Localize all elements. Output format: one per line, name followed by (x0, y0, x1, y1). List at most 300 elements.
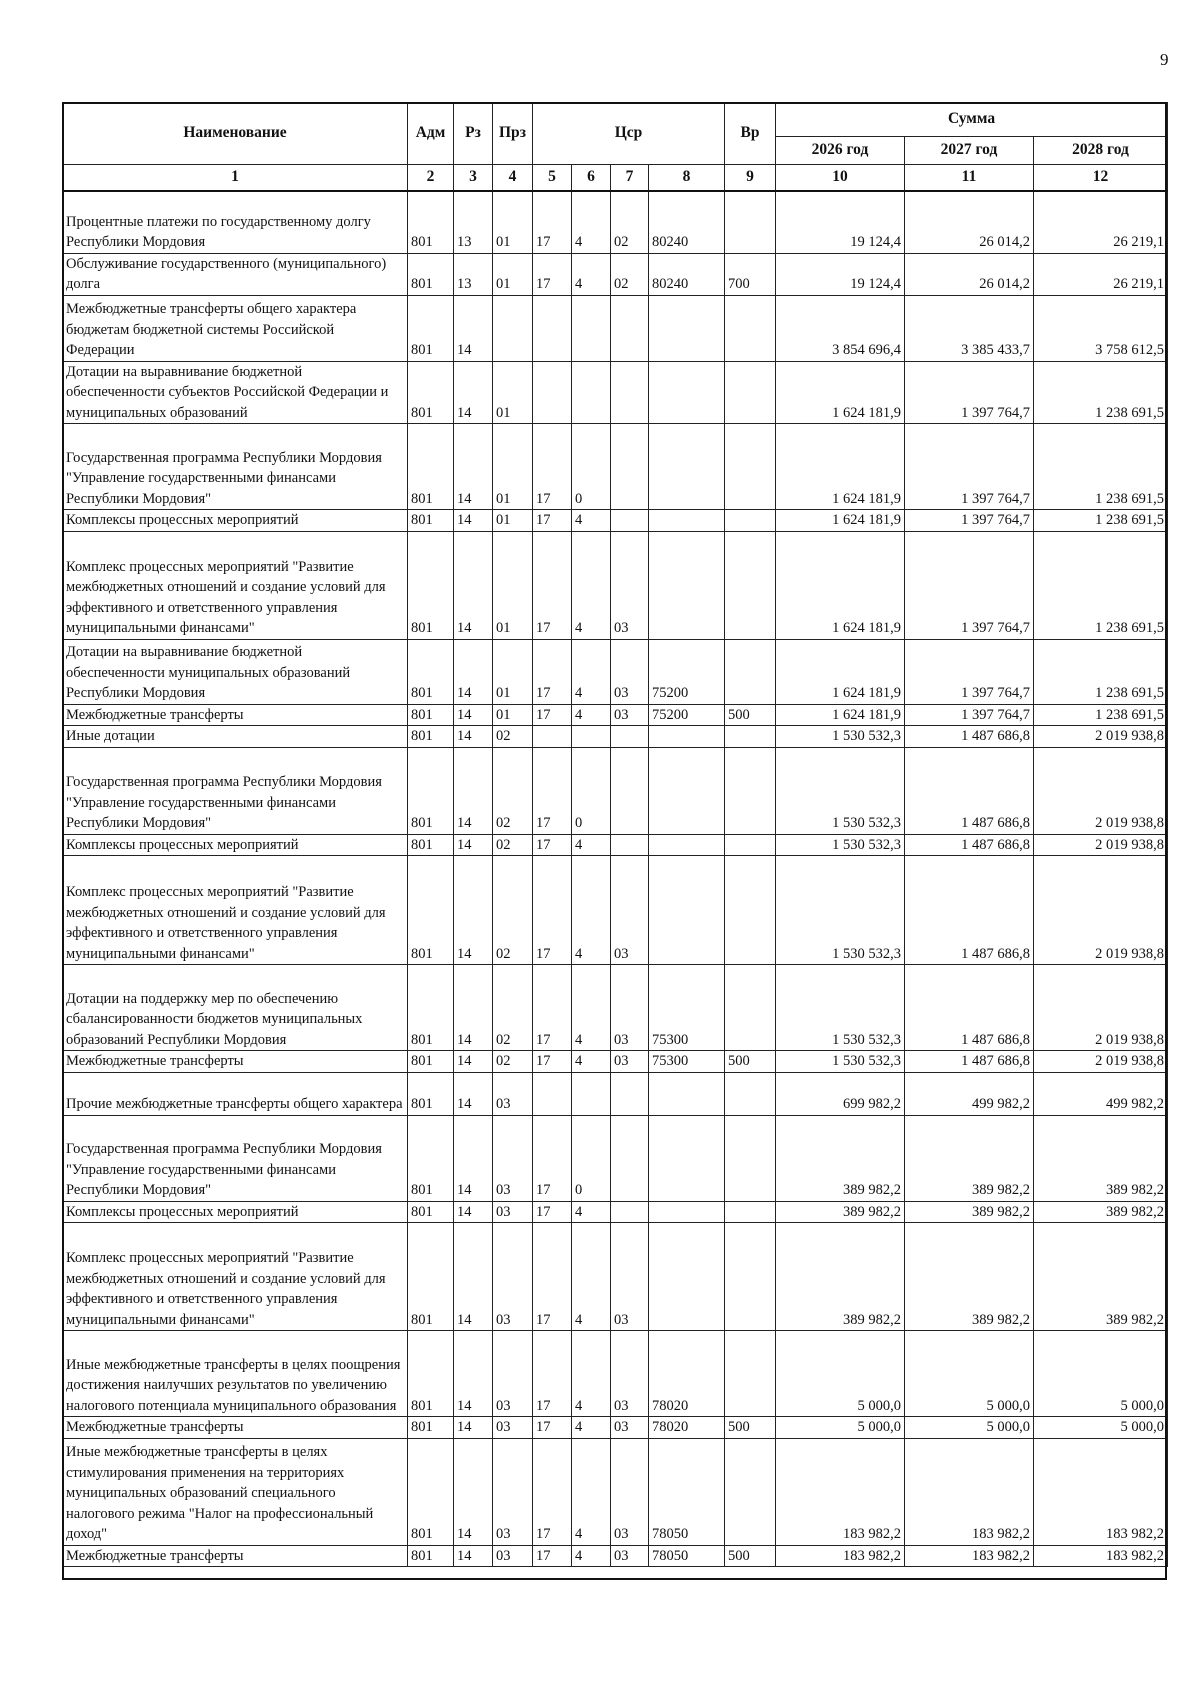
row-sum-2027: 1 487 686,8 (905, 856, 1034, 965)
column-number: 3 (454, 165, 493, 192)
row-sum-2028: 1 238 691,5 (1034, 510, 1168, 532)
table-row (63, 295, 1168, 361)
row-sum-2027: 1 487 686,8 (905, 965, 1034, 1051)
row-csr-2 (572, 726, 611, 748)
row-adm: 801 (408, 1115, 454, 1201)
row-csr-2: 4 (572, 1545, 611, 1567)
row-sum-2026: 389 982,2 (776, 1115, 905, 1201)
table-row (63, 1201, 1168, 1223)
row-csr-1: 17 (533, 1417, 572, 1439)
row-vr (725, 965, 776, 1051)
row-rz: 14 (454, 1438, 493, 1545)
row-prz: 01 (493, 361, 533, 424)
table-row (63, 965, 1168, 1051)
row-adm: 801 (408, 965, 454, 1051)
row-csr-4 (649, 295, 725, 361)
row-csr-4: 80240 (649, 191, 725, 253)
row-sum-2026: 5 000,0 (776, 1331, 905, 1417)
row-sum-2028: 2 019 938,8 (1034, 726, 1168, 748)
row-csr-3: 03 (611, 639, 649, 704)
row-name: Прочие межбюджетные трансферты общего характера (63, 1072, 408, 1115)
row-csr-2: 0 (572, 1115, 611, 1201)
row-adm: 801 (408, 726, 454, 748)
row-rz: 14 (454, 965, 493, 1051)
row-csr-2: 4 (572, 191, 611, 253)
column-number: 4 (493, 165, 533, 192)
row-vr (725, 1072, 776, 1115)
table-row (63, 253, 1168, 295)
row-csr-3 (611, 1072, 649, 1115)
row-sum-2027: 1 397 764,7 (905, 639, 1034, 704)
row-name: Межбюджетные трансферты (63, 1051, 408, 1073)
row-adm: 801 (408, 295, 454, 361)
table-row (63, 747, 1168, 834)
row-csr-2: 4 (572, 531, 611, 639)
row-vr (725, 747, 776, 834)
row-csr-3 (611, 1115, 649, 1201)
row-adm: 801 (408, 1072, 454, 1115)
row-csr-3: 03 (611, 1417, 649, 1439)
header-prz: Прз (493, 103, 533, 165)
row-vr (725, 1201, 776, 1223)
row-name: Государственная программа Республики Мордовия "Управление государственными финансами Республики Мордовия" (63, 747, 408, 834)
row-csr-2: 4 (572, 510, 611, 532)
row-csr-2: 4 (572, 1417, 611, 1439)
row-csr-1: 17 (533, 424, 572, 510)
row-prz: 01 (493, 639, 533, 704)
table-row (63, 1072, 1168, 1115)
row-vr: 700 (725, 253, 776, 295)
row-adm: 801 (408, 191, 454, 253)
row-prz (493, 295, 533, 361)
row-csr-3: 03 (611, 1051, 649, 1073)
row-rz: 14 (454, 1331, 493, 1417)
row-csr-2: 4 (572, 1051, 611, 1073)
row-csr-4 (649, 361, 725, 424)
table-row (63, 1115, 1168, 1201)
row-sum-2026: 1 624 181,9 (776, 361, 905, 424)
row-sum-2028: 2 019 938,8 (1034, 856, 1168, 965)
row-sum-2028: 1 238 691,5 (1034, 361, 1168, 424)
table-row (63, 424, 1168, 510)
row-sum-2028: 1 238 691,5 (1034, 424, 1168, 510)
row-csr-1: 17 (533, 1051, 572, 1073)
row-csr-1: 17 (533, 747, 572, 834)
row-sum-2027: 1 397 764,7 (905, 424, 1034, 510)
row-csr-4 (649, 726, 725, 748)
row-rz: 14 (454, 1051, 493, 1073)
row-csr-1: 17 (533, 639, 572, 704)
row-rz: 14 (454, 856, 493, 965)
row-name: Межбюджетные трансферты (63, 704, 408, 726)
row-csr-1: 17 (533, 1438, 572, 1545)
row-prz: 01 (493, 424, 533, 510)
row-sum-2026: 699 982,2 (776, 1072, 905, 1115)
column-number: 12 (1034, 165, 1168, 192)
row-csr-2: 4 (572, 1223, 611, 1331)
row-rz: 14 (454, 295, 493, 361)
row-adm: 801 (408, 639, 454, 704)
row-sum-2028: 3 758 612,5 (1034, 295, 1168, 361)
row-csr-1: 17 (533, 1545, 572, 1567)
row-vr (725, 1331, 776, 1417)
row-prz: 02 (493, 747, 533, 834)
row-rz: 14 (454, 834, 493, 856)
row-sum-2026: 389 982,2 (776, 1223, 905, 1331)
row-name: Межбюджетные трансферты (63, 1417, 408, 1439)
table-row (63, 1051, 1168, 1073)
row-sum-2027: 499 982,2 (905, 1072, 1034, 1115)
table-row (63, 510, 1168, 532)
row-sum-2028: 1 238 691,5 (1034, 531, 1168, 639)
row-vr (725, 856, 776, 965)
row-sum-2026: 1 530 532,3 (776, 1051, 905, 1073)
row-csr-4 (649, 856, 725, 965)
row-sum-2026: 183 982,2 (776, 1545, 905, 1567)
row-sum-2027: 389 982,2 (905, 1201, 1034, 1223)
row-prz: 01 (493, 531, 533, 639)
row-sum-2028: 2 019 938,8 (1034, 834, 1168, 856)
row-sum-2027: 389 982,2 (905, 1115, 1034, 1201)
row-rz: 14 (454, 1072, 493, 1115)
row-csr-1: 17 (533, 253, 572, 295)
row-name: Комплекс процессных мероприятий "Развитие межбюджетных отношений и создание условий для эффективного и ответственного управления муниципальными финансами" (63, 1223, 408, 1331)
row-name: Межбюджетные трансферты (63, 1545, 408, 1567)
row-prz: 03 (493, 1331, 533, 1417)
row-prz: 03 (493, 1115, 533, 1201)
row-adm: 801 (408, 1417, 454, 1439)
row-sum-2027: 1 487 686,8 (905, 747, 1034, 834)
row-prz: 03 (493, 1545, 533, 1567)
row-sum-2028: 389 982,2 (1034, 1223, 1168, 1331)
row-csr-3: 03 (611, 1331, 649, 1417)
row-name: Иные дотации (63, 726, 408, 748)
row-name: Комплексы процессных мероприятий (63, 834, 408, 856)
row-vr (725, 531, 776, 639)
row-csr-2: 0 (572, 424, 611, 510)
row-sum-2026: 1 530 532,3 (776, 856, 905, 965)
row-rz: 14 (454, 510, 493, 532)
row-vr (725, 361, 776, 424)
row-csr-4 (649, 834, 725, 856)
row-rz: 14 (454, 1417, 493, 1439)
row-sum-2028: 26 219,1 (1034, 253, 1168, 295)
header-year-2027: 2027 год (905, 137, 1034, 165)
row-name: Государственная программа Республики Мордовия "Управление государственными финансами Республики Мордовия" (63, 1115, 408, 1201)
row-csr-2: 4 (572, 1331, 611, 1417)
row-sum-2026: 5 000,0 (776, 1417, 905, 1439)
row-adm: 801 (408, 747, 454, 834)
row-csr-2: 0 (572, 747, 611, 834)
row-csr-1 (533, 295, 572, 361)
row-csr-2 (572, 361, 611, 424)
row-csr-3 (611, 510, 649, 532)
row-vr: 500 (725, 1051, 776, 1073)
row-sum-2026: 1 624 181,9 (776, 424, 905, 510)
row-adm: 801 (408, 1201, 454, 1223)
row-vr: 500 (725, 1417, 776, 1439)
row-csr-3: 03 (611, 1545, 649, 1567)
row-prz: 02 (493, 1051, 533, 1073)
row-sum-2027: 5 000,0 (905, 1417, 1034, 1439)
row-sum-2026: 1 624 181,9 (776, 704, 905, 726)
row-csr-2: 4 (572, 856, 611, 965)
row-adm: 801 (408, 1223, 454, 1331)
row-vr (725, 834, 776, 856)
row-adm: 801 (408, 510, 454, 532)
row-adm: 801 (408, 856, 454, 965)
row-sum-2027: 1 397 764,7 (905, 531, 1034, 639)
row-csr-4: 75300 (649, 1051, 725, 1073)
row-rz: 13 (454, 253, 493, 295)
row-sum-2026: 1 530 532,3 (776, 965, 905, 1051)
column-number: 10 (776, 165, 905, 192)
row-vr (725, 1115, 776, 1201)
column-number: 7 (611, 165, 649, 192)
table-row (63, 1417, 1168, 1439)
row-prz: 03 (493, 1438, 533, 1545)
row-csr-3: 03 (611, 1438, 649, 1545)
row-name: Обслуживание государственного (муниципального) долга (63, 253, 408, 295)
table-row (63, 834, 1168, 856)
header-sum: Сумма (776, 103, 1168, 137)
header-year-2026: 2026 год (776, 137, 905, 165)
row-vr (725, 510, 776, 532)
row-sum-2027: 26 014,2 (905, 191, 1034, 253)
header-rz: Рз (454, 103, 493, 165)
row-rz: 14 (454, 424, 493, 510)
row-adm: 801 (408, 1545, 454, 1567)
column-number: 6 (572, 165, 611, 192)
row-sum-2027: 1 487 686,8 (905, 1051, 1034, 1073)
row-name: Комплексы процессных мероприятий (63, 1201, 408, 1223)
row-sum-2028: 1 238 691,5 (1034, 639, 1168, 704)
row-sum-2028: 2 019 938,8 (1034, 1051, 1168, 1073)
row-sum-2028: 389 982,2 (1034, 1201, 1168, 1223)
row-prz: 01 (493, 704, 533, 726)
row-csr-1 (533, 1072, 572, 1115)
row-csr-1: 17 (533, 1223, 572, 1331)
row-adm: 801 (408, 253, 454, 295)
row-sum-2028: 389 982,2 (1034, 1115, 1168, 1201)
row-sum-2027: 1 397 764,7 (905, 704, 1034, 726)
row-csr-2: 4 (572, 639, 611, 704)
row-rz: 14 (454, 1201, 493, 1223)
row-name: Государственная программа Республики Мордовия "Управление государственными финансами Республики Мордовия" (63, 424, 408, 510)
row-csr-3: 03 (611, 856, 649, 965)
row-sum-2027: 183 982,2 (905, 1545, 1034, 1567)
row-csr-1: 17 (533, 834, 572, 856)
row-sum-2027: 3 385 433,7 (905, 295, 1034, 361)
row-csr-4: 75200 (649, 639, 725, 704)
row-rz: 14 (454, 639, 493, 704)
table-row (63, 1331, 1168, 1417)
row-csr-4 (649, 1223, 725, 1331)
row-sum-2026: 1 530 532,3 (776, 747, 905, 834)
row-vr (725, 1438, 776, 1545)
table-row (63, 361, 1168, 424)
row-name: Комплексы процессных мероприятий (63, 510, 408, 532)
row-vr (725, 295, 776, 361)
row-prz: 01 (493, 253, 533, 295)
row-csr-4: 78020 (649, 1331, 725, 1417)
row-vr (725, 191, 776, 253)
column-number: 5 (533, 165, 572, 192)
row-sum-2026: 1 624 181,9 (776, 639, 905, 704)
table-row (63, 1223, 1168, 1331)
row-csr-4: 78020 (649, 1417, 725, 1439)
row-sum-2027: 183 982,2 (905, 1438, 1034, 1545)
row-sum-2028: 499 982,2 (1034, 1072, 1168, 1115)
row-csr-3: 03 (611, 965, 649, 1051)
row-name: Иные межбюджетные трансферты в целях стимулирования применения на территориях муниципальных образований специального налогового режима "Налог на профессиональный доход" (63, 1438, 408, 1545)
row-prz: 02 (493, 965, 533, 1051)
table-row (63, 704, 1168, 726)
row-csr-3: 03 (611, 1223, 649, 1331)
row-sum-2027: 1 397 764,7 (905, 361, 1034, 424)
header-name: Наименование (63, 103, 408, 165)
row-csr-2: 4 (572, 1438, 611, 1545)
row-name: Дотации на поддержку мер по обеспечению сбалансированности бюджетов муниципальных образований Республики Мордовия (63, 965, 408, 1051)
table-row (63, 1545, 1168, 1567)
row-name: Дотации на выравнивание бюджетной обеспеченности субъектов Российской Федерации и муниципальных образований (63, 361, 408, 424)
row-csr-4: 75300 (649, 965, 725, 1051)
row-adm: 801 (408, 361, 454, 424)
row-sum-2026: 389 982,2 (776, 1201, 905, 1223)
row-csr-3 (611, 747, 649, 834)
row-csr-3 (611, 1201, 649, 1223)
column-number: 11 (905, 165, 1034, 192)
row-csr-3 (611, 295, 649, 361)
row-rz: 14 (454, 531, 493, 639)
row-csr-1: 17 (533, 704, 572, 726)
row-vr (725, 424, 776, 510)
row-prz: 02 (493, 856, 533, 965)
row-csr-1: 17 (533, 856, 572, 965)
row-sum-2027: 1 487 686,8 (905, 834, 1034, 856)
row-csr-4 (649, 1201, 725, 1223)
row-sum-2026: 19 124,4 (776, 253, 905, 295)
row-sum-2028: 183 982,2 (1034, 1438, 1168, 1545)
row-prz: 02 (493, 726, 533, 748)
row-csr-4 (649, 1072, 725, 1115)
row-sum-2028: 26 219,1 (1034, 191, 1168, 253)
column-number: 1 (63, 165, 408, 192)
row-name: Межбюджетные трансферты общего характера бюджетам бюджетной системы Российской Федерации (63, 295, 408, 361)
row-rz: 14 (454, 704, 493, 726)
row-rz: 14 (454, 747, 493, 834)
row-prz: 03 (493, 1223, 533, 1331)
row-csr-3 (611, 726, 649, 748)
row-csr-3 (611, 361, 649, 424)
row-csr-1: 17 (533, 965, 572, 1051)
row-rz: 14 (454, 361, 493, 424)
row-csr-2: 4 (572, 965, 611, 1051)
row-csr-3 (611, 424, 649, 510)
row-csr-1: 17 (533, 1201, 572, 1223)
row-rz: 13 (454, 191, 493, 253)
row-csr-4: 75200 (649, 704, 725, 726)
row-csr-3: 02 (611, 253, 649, 295)
row-vr (725, 639, 776, 704)
row-csr-4 (649, 1115, 725, 1201)
row-csr-1 (533, 726, 572, 748)
row-sum-2028: 5 000,0 (1034, 1417, 1168, 1439)
row-csr-1: 17 (533, 1115, 572, 1201)
row-sum-2027: 1 397 764,7 (905, 510, 1034, 532)
table-row (63, 191, 1168, 253)
row-prz: 02 (493, 834, 533, 856)
row-sum-2027: 1 487 686,8 (905, 726, 1034, 748)
row-csr-2 (572, 1072, 611, 1115)
row-sum-2026: 19 124,4 (776, 191, 905, 253)
row-vr: 500 (725, 704, 776, 726)
row-adm: 801 (408, 424, 454, 510)
row-sum-2028: 2 019 938,8 (1034, 747, 1168, 834)
page-number: 9 (1160, 50, 1169, 69)
table-row (63, 531, 1168, 639)
row-csr-1: 17 (533, 191, 572, 253)
row-adm: 801 (408, 1438, 454, 1545)
row-vr (725, 1223, 776, 1331)
row-sum-2026: 1 624 181,9 (776, 510, 905, 532)
table-row (63, 856, 1168, 965)
row-sum-2026: 1 624 181,9 (776, 531, 905, 639)
header-csr: Цср (533, 103, 725, 165)
column-number: 9 (725, 165, 776, 192)
column-number: 8 (649, 165, 725, 192)
header-adm: Адм (408, 103, 454, 165)
row-name: Иные межбюджетные трансферты в целях поощрения достижения наилучших результатов по увеличению налогового потенциала муниципального образования (63, 1331, 408, 1417)
row-csr-3: 03 (611, 704, 649, 726)
row-csr-4: 78050 (649, 1438, 725, 1545)
header-year-2028: 2028 год (1034, 137, 1168, 165)
row-sum-2026: 183 982,2 (776, 1438, 905, 1545)
table-row (63, 726, 1168, 748)
row-csr-1: 17 (533, 531, 572, 639)
row-sum-2027: 26 014,2 (905, 253, 1034, 295)
row-sum-2028: 1 238 691,5 (1034, 704, 1168, 726)
row-csr-3: 03 (611, 531, 649, 639)
row-name: Комплекс процессных мероприятий "Развитие межбюджетных отношений и создание условий для эффективного и ответственного управления муниципальными финансами" (63, 856, 408, 965)
row-csr-4 (649, 424, 725, 510)
row-sum-2026: 1 530 532,3 (776, 726, 905, 748)
row-csr-2: 4 (572, 1201, 611, 1223)
row-adm: 801 (408, 834, 454, 856)
row-csr-4 (649, 747, 725, 834)
row-csr-2: 4 (572, 704, 611, 726)
column-number: 2 (408, 165, 454, 192)
row-prz: 01 (493, 510, 533, 532)
table-row (63, 1438, 1168, 1545)
header-vr: Вр (725, 103, 776, 165)
row-csr-2: 4 (572, 253, 611, 295)
row-adm: 801 (408, 531, 454, 639)
row-rz: 14 (454, 726, 493, 748)
row-csr-4 (649, 510, 725, 532)
row-rz: 14 (454, 1115, 493, 1201)
row-sum-2026: 3 854 696,4 (776, 295, 905, 361)
row-csr-2 (572, 295, 611, 361)
row-csr-4: 80240 (649, 253, 725, 295)
row-rz: 14 (454, 1223, 493, 1331)
row-adm: 801 (408, 704, 454, 726)
row-sum-2028: 5 000,0 (1034, 1331, 1168, 1417)
row-vr (725, 726, 776, 748)
row-prz: 01 (493, 191, 533, 253)
row-csr-4: 78050 (649, 1545, 725, 1567)
row-csr-4 (649, 531, 725, 639)
